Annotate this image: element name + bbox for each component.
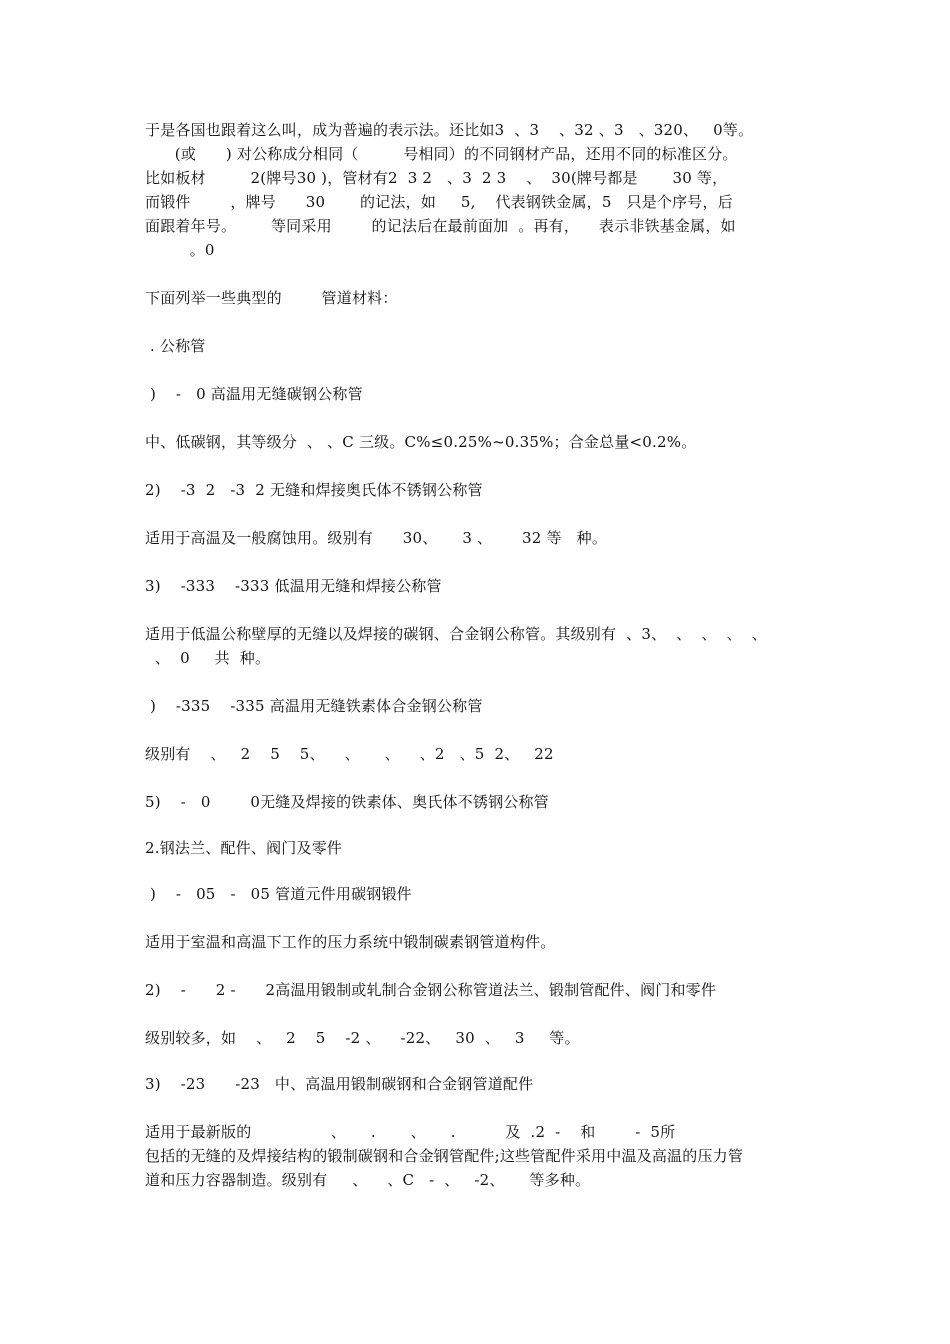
item-description: 中、低碳钢，其等级分 、 、C 三级。C%≤0.25%~0.35%；合金总量<0.2%。 [145, 433, 697, 451]
section-heading: 2.钢法兰、配件、阀门及零件 [145, 839, 343, 857]
item-heading: 2) -3 2 -3 2 无缝和焊接奥氏体不锈钢公称管 [145, 481, 483, 499]
section-intro: 下面列举一些典型的 管道材料： [145, 289, 398, 307]
section-heading: . 公称管 [145, 337, 206, 355]
item-heading: ) -335 -335 高温用无缝铁素体合金钢公称管 [145, 697, 483, 715]
text-line: 比如板材 2(牌号30 )，管材有2 3 2 、3 2 3 、 30(牌号都是 30 等， [145, 169, 728, 187]
item-heading: ) - 0 高温用无缝碳钢公称管 [145, 385, 363, 403]
item-description: 适用于最新版的 、 . 、 . 及 .2 - 和 - 5所 [145, 1123, 676, 1141]
item-heading: 2) - 2 - 2高温用锻制或轧制合金钢公称管道法兰、锻制管配件、阀门和零件 [145, 981, 717, 999]
item-description: 级别较多，如 、 2 5 -2 、 -22、 30 、 3 等。 [145, 1029, 580, 1047]
item-heading: 3) -23 -23 中、高温用锻制碳钢和合金钢管道配件 [145, 1075, 534, 1093]
text-line: 面跟着年号。 等同采用 的记法后在最前面加 。再有， 表示非铁基金属，如 [145, 217, 736, 235]
text-line: 。0 [145, 241, 215, 259]
item-description: 适用于低温公称壁厚的无缝以及焊接的碳钢、合金钢公称管。其级别有 、3、 、 、 、 、 [145, 625, 767, 643]
item-description: 级别有 、 2 5 5、 、 、 、2 、5 2、 22 [145, 745, 554, 763]
item-description: 包括的无缝的及焊接结构的锻制碳钢和合金钢管配件;这些管配件采用中温及高温的压力管 [145, 1147, 744, 1165]
text-line: 于是各国也跟着这么叫，成为普遍的表示法。还比如3 、3 、32 、3 、320、 0等。 [145, 121, 754, 139]
item-heading: 5) - 0 0无缝及焊接的铁素体、奥氏体不锈钢公称管 [145, 793, 549, 811]
item-heading: ) - 05 - 05 管道元件用碳钢锻件 [145, 885, 412, 903]
item-heading: 3) -333 -333 低温用无缝和焊接公称管 [145, 577, 442, 595]
item-description: 道和压力容器制造。级别有 、 、C - 、 -2、 等多种。 [145, 1171, 591, 1189]
text-line: (或 ) 对公称成分相同（ 号相同）的不同钢材产品，还用不同的标准区分。 [145, 145, 738, 163]
item-description: 适用于室温和高温下工作的压力系统中锻制碳素钢管道构件。 [145, 933, 556, 951]
text-line: 而锻件 ，牌号 30 的记法，如 5, 代表钢铁金属，5 只是个序号，后 [145, 193, 733, 211]
item-description: 、 0 共 种。 [145, 649, 271, 667]
item-description: 适用于高温及一般腐蚀用。级别有 30、 3 、 32 等 种。 [145, 529, 608, 547]
